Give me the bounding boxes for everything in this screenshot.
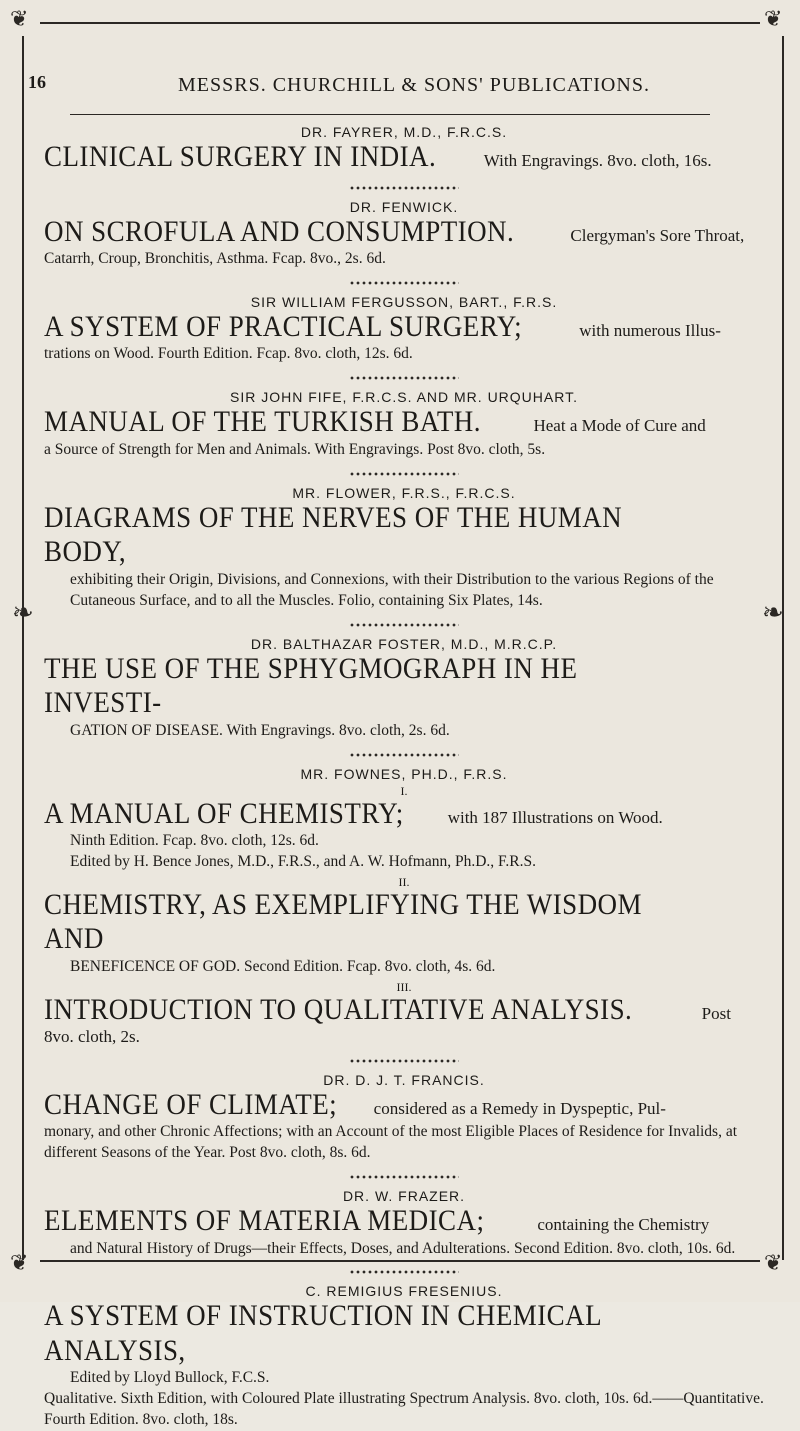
running-head: MESSRS. CHURCHILL & SONS' PUBLICATIONS. (178, 74, 650, 96)
book-entry (44, 294, 764, 365)
divider (349, 752, 459, 758)
divider (349, 185, 459, 191)
book-description: a Source of Strength for Men and Animals. With Engravings. Post 8vo. cloth, 5s. (44, 440, 546, 458)
book-entry (44, 1283, 764, 1431)
book-title: A MANUAL OF CHEMISTRY; (44, 796, 404, 830)
book-entry (44, 1188, 764, 1259)
book-entry (44, 1072, 764, 1164)
volume-numeral: II. (398, 874, 410, 889)
corner-ornament-icon: ❦ (764, 1250, 783, 1275)
border-left (22, 36, 24, 1260)
book-description: GATION OF DISEASE. With Engravings. 8vo. cloth, 2s. 6d. (70, 721, 450, 739)
page-header (28, 70, 772, 102)
author: DR. W. FRAZER. (342, 1188, 466, 1205)
header-rule (70, 114, 710, 115)
divider (349, 280, 459, 286)
book-editors: Edited by H. Bence Jones, M.D., F.R.S., and A. W. Hofmann, Ph.D., F.R.S. (70, 852, 536, 870)
book-entry (44, 485, 764, 612)
book-title: CHEMISTRY, AS EXEMPLIFYING THE WISDOM AND (44, 887, 642, 956)
book-detail: With Engravings. 8vo. cloth, 16s. (483, 151, 712, 170)
book-title: INTRODUCTION TO QUALITATIVE ANALYSIS. (44, 992, 633, 1026)
book-description: exhibiting their Origin, Divisions, and Connexions, with their Distribution to the various Regions of the Cutaneous Surface, and to all the Muscles. Folio, containing Six Plates, 14s. (70, 570, 714, 609)
book-title: THE USE OF THE SPHYGMOGRAPH IN HE INVESTI- (44, 651, 578, 720)
corner-ornament-icon: ❦ (764, 6, 783, 31)
author: MR. FLOWER, F.R.S., F.R.C.S. (292, 484, 516, 501)
volume-numeral: III. (396, 979, 412, 994)
book-detail: considered as a Remedy in Dyspeptic, Pul- (373, 1098, 666, 1118)
book-entry (44, 199, 764, 270)
author: SIR WILLIAM FERGUSSON, BART., F.R.S. (250, 293, 558, 310)
book-title: ON SCROFULA AND CONSUMPTION. (44, 214, 515, 248)
book-detail: Post 8vo. cloth, 2s. (44, 1003, 731, 1047)
author: DR. BALTHAZAR FOSTER, M.D., M.R.C.P. (250, 635, 558, 652)
book-description: trations on Wood. Fourth Edition. Fcap. 8vo. cloth, 12s. 6d. (44, 345, 413, 363)
author: DR. D. J. T. FRANCIS. (323, 1071, 485, 1088)
book-title: MANUAL OF THE TURKISH BATH. (44, 405, 481, 439)
page-number: 16 (28, 72, 46, 92)
side-ornament-icon: ❧ (12, 598, 34, 627)
book-title: ELEMENTS OF MATERIA MEDICA; (44, 1204, 485, 1238)
book-entry (44, 636, 764, 742)
book-detail: containing the Chemistry (537, 1215, 710, 1235)
book-entry (44, 389, 764, 460)
author: DR. FAYRER, M.D., F.R.C.S. (300, 124, 508, 140)
divider (349, 622, 459, 628)
entries (44, 124, 764, 1431)
divider (349, 375, 459, 381)
divider (349, 1269, 459, 1275)
book-title: DIAGRAMS OF THE NERVES OF THE HUMAN BODY, (44, 500, 623, 569)
book-title: A SYSTEM OF INSTRUCTION IN CHEMICAL ANALYSIS, (44, 1299, 602, 1367)
border-top (40, 22, 760, 24)
corner-ornament-icon: ❦ (10, 1250, 29, 1275)
book-description: Ninth Edition. Fcap. 8vo. cloth, 12s. 6d. (70, 832, 319, 850)
book-description: Qualitative. Sixth Edition, with Coloured Plate illustrating Spectrum Analysis. 8vo. cloth, 10s. 6d.——Quantitative. Fourth Edition. 8vo. cloth, 18s. (44, 1390, 764, 1429)
book-title: CLINICAL SURGERY IN INDIA. (44, 140, 437, 173)
book-description: and Natural History of Drugs—their Effects, Doses, and Adulterations. Second Edition. 8vo. cloth, 10s. 6d. (70, 1239, 736, 1257)
author: SIR JOHN FIFE, F.R.C.S. AND MR. URQUHART. (230, 389, 578, 406)
divider (349, 1058, 459, 1064)
book-title: A SYSTEM OF PRACTICAL SURGERY; (44, 309, 523, 343)
book-description: monary, and other Chronic Affections; with an Account of the most Eligible Places of Residence for Invalids, at different Seasons of the Year. Post 8vo. cloth, 8s. 6d. (44, 1123, 738, 1162)
border-right (782, 36, 784, 1260)
author: MR. FOWNES, PH.D., F.R.S. (300, 765, 508, 782)
book-detail: Clergyman's Sore Throat, (570, 225, 745, 245)
author: DR. FENWICK. (349, 198, 459, 215)
volume-numeral: I. (400, 783, 408, 798)
book-description: Catarrh, Croup, Bronchitis, Asthma. Fcap. 8vo., 2s. 6d. (44, 250, 386, 267)
book-entry (44, 124, 764, 175)
book-description: BENEFICENCE OF GOD. Second Edition. Fcap. 8vo. cloth, 4s. 6d. (70, 957, 496, 975)
divider (349, 1174, 459, 1180)
side-ornament-icon: ❧ (762, 598, 784, 627)
book-entry-group (44, 766, 764, 1048)
author: C. REMIGIUS FRESENIUS. (305, 1283, 503, 1300)
divider (349, 471, 459, 477)
book-detail: with numerous Illus- (579, 320, 721, 340)
book-detail: Heat a Mode of Cure and (533, 416, 706, 436)
book-editors: Edited by Lloyd Bullock, F.C.S. (70, 1369, 270, 1387)
corner-ornament-icon: ❦ (10, 6, 29, 31)
book-detail: with 187 Illustrations on Wood. (447, 807, 663, 827)
book-title: CHANGE OF CLIMATE; (44, 1087, 338, 1121)
